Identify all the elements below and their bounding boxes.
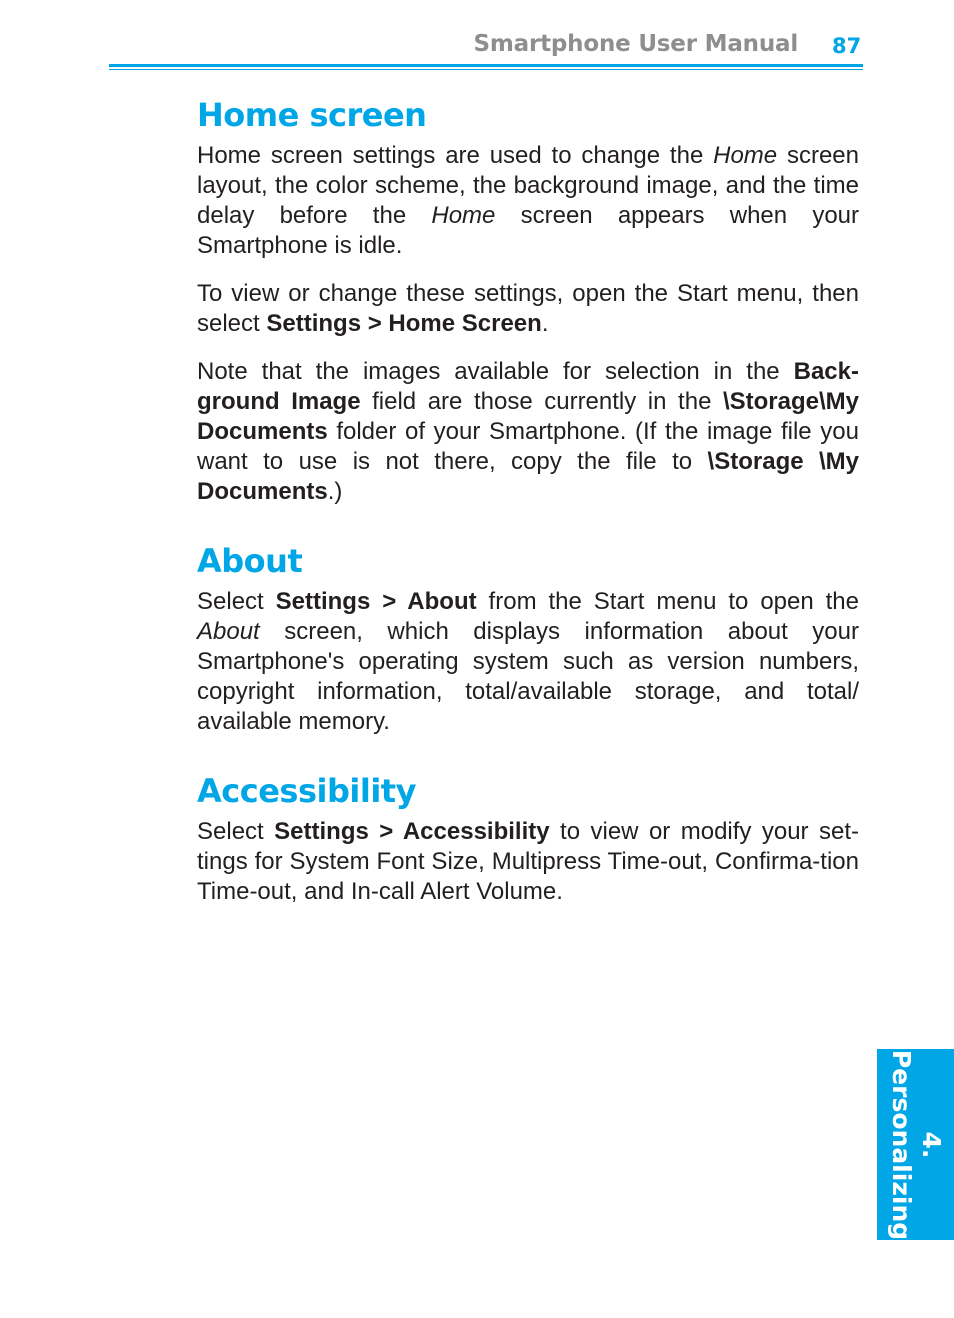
about-paragraph-1 [197,587,859,737]
chapter-side-tab [877,1049,954,1240]
accessibility-paragraph-1 [197,817,859,907]
chapter-tab-label [886,1049,946,1239]
text-run: screen appears when your Smartphone is idle. [197,202,860,259]
text-run: folder of your Smartphone. (If the image file you want to use is not there, copy the file to [197,418,859,475]
heading-accessibility: Accessibility [197,772,416,810]
bold-term: Back-ground Image [197,358,859,415]
bold-term: Settings > About [275,588,477,615]
text-run: .) [327,478,343,505]
text-run: Home screen settings are used to change the [197,142,714,169]
italic-term: Home [713,142,778,169]
italic-term: Home [431,202,496,229]
page-number: 87 [832,34,862,58]
section-about [197,541,859,737]
home-paragraph-3 [197,357,859,507]
chapter-name: Personalizing [886,1049,916,1240]
bold-term: Settings > Home Screen [266,310,542,337]
text-run: Select [197,818,275,845]
home-paragraph-1 [197,141,859,261]
text-run: screen layout, the color scheme, the background image, and the time delay before the [197,142,860,229]
section-home-screen [197,95,859,507]
text-run: field are those currently in the [360,388,723,415]
text-run: screen, which displays information about your Smartphone's operating system such as version numbers, copyright information, total/available storage, and total/ available memory. [197,618,859,735]
text-run: Note that the images available for selection in the [197,358,794,385]
heading-about: About [197,542,303,580]
heading-home-screen: Home screen [197,96,427,134]
bold-term: Settings > Accessibility [274,818,550,845]
home-paragraph-2 [197,279,859,339]
text-run: to view or modify your set-tings for System Font Size, Multipress Time-out, Confirma-tion Time-out, and In-call Alert Volume. [197,818,859,905]
bold-term: \Storage \My Documents [197,448,860,505]
italic-term: About [197,618,260,645]
chapter-number: 4. [916,1131,946,1158]
text-run: To view or change these settings, open the Start menu, then select [197,280,859,337]
text-run: Select [197,588,276,615]
section-accessibility [197,771,859,907]
bold-term: \Storage\My Documents [197,388,859,445]
page-content [197,95,859,907]
text-run: . [541,310,549,337]
manual-title: Smartphone User Manual [473,31,798,57]
header-rule-thick [109,64,863,67]
header-rule-thin [109,69,863,70]
text-run: from the Start menu to open the [476,588,860,615]
